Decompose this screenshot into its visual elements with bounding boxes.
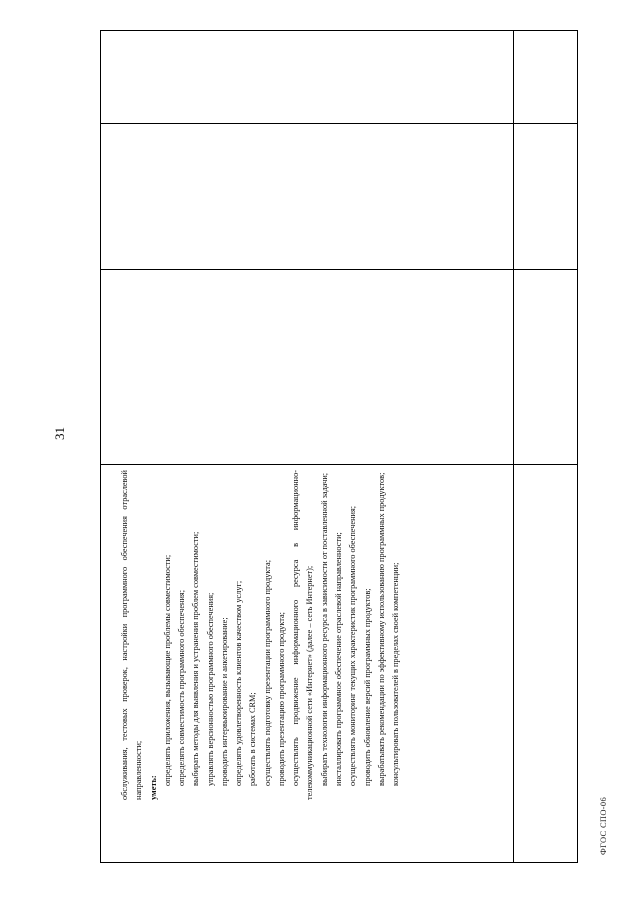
cell-paragraph: осуществлять мониторинг текущих характеристик программного обеспечения; <box>348 505 358 786</box>
cell-paragraph: осуществлять подготовку презентации программного продукта; <box>262 560 272 786</box>
footer-document-code: ФГОС СПО-06 <box>598 796 608 855</box>
cell-paragraph: определять совместимость программного обеспечения; <box>177 589 187 786</box>
table-cell-text <box>118 470 403 800</box>
table-column-rule <box>101 269 577 270</box>
table-column-rule <box>101 123 577 124</box>
cell-paragraph: вырабатывать рекомендации по эффективному использованию программных продуктов; <box>376 472 386 786</box>
table-column-rule <box>101 464 577 465</box>
cell-paragraph: проводить обновление версий программных продуктов; <box>362 588 372 786</box>
cell-paragraph: выбирать методы для выявления и устранения проблем совместимости; <box>191 531 201 786</box>
cell-paragraph: работать в системах CRM; <box>248 692 258 786</box>
cell-paragraph: осуществлять продвижение информационного ресурса в информационно-телекоммуникационной сети «Интернет» (далее – сеть Интернет); <box>291 470 315 800</box>
cell-paragraph: инсталлировать программное обеспечение отраслевой направленности; <box>333 532 343 786</box>
cell-paragraph: проводить интервьюирование и анкетирование; <box>219 617 229 786</box>
table-row-rule <box>513 31 514 862</box>
cell-paragraph: определять приложения, вызывающие проблемы совместимости; <box>162 554 172 786</box>
cell-paragraph: обслуживания, тестовых проверок, настройки программного обеспечения отраслевой направленности; <box>120 470 144 800</box>
cell-paragraph-heading: уметь: <box>148 775 158 800</box>
cell-paragraph: проводить презентацию программного продукта; <box>276 612 286 786</box>
cell-paragraph: управлять версионностью программного обеспечения; <box>205 592 215 786</box>
cell-paragraph: консультировать пользователей в пределах своей компетенции; <box>391 562 401 786</box>
cell-paragraph: выбирать технологии информационного ресурса в зависимости от поставленной задачи; <box>319 472 329 786</box>
page-number: 31 <box>52 427 67 440</box>
cell-paragraph: определять удовлетворенность клиентов качеством услуг; <box>234 580 244 786</box>
